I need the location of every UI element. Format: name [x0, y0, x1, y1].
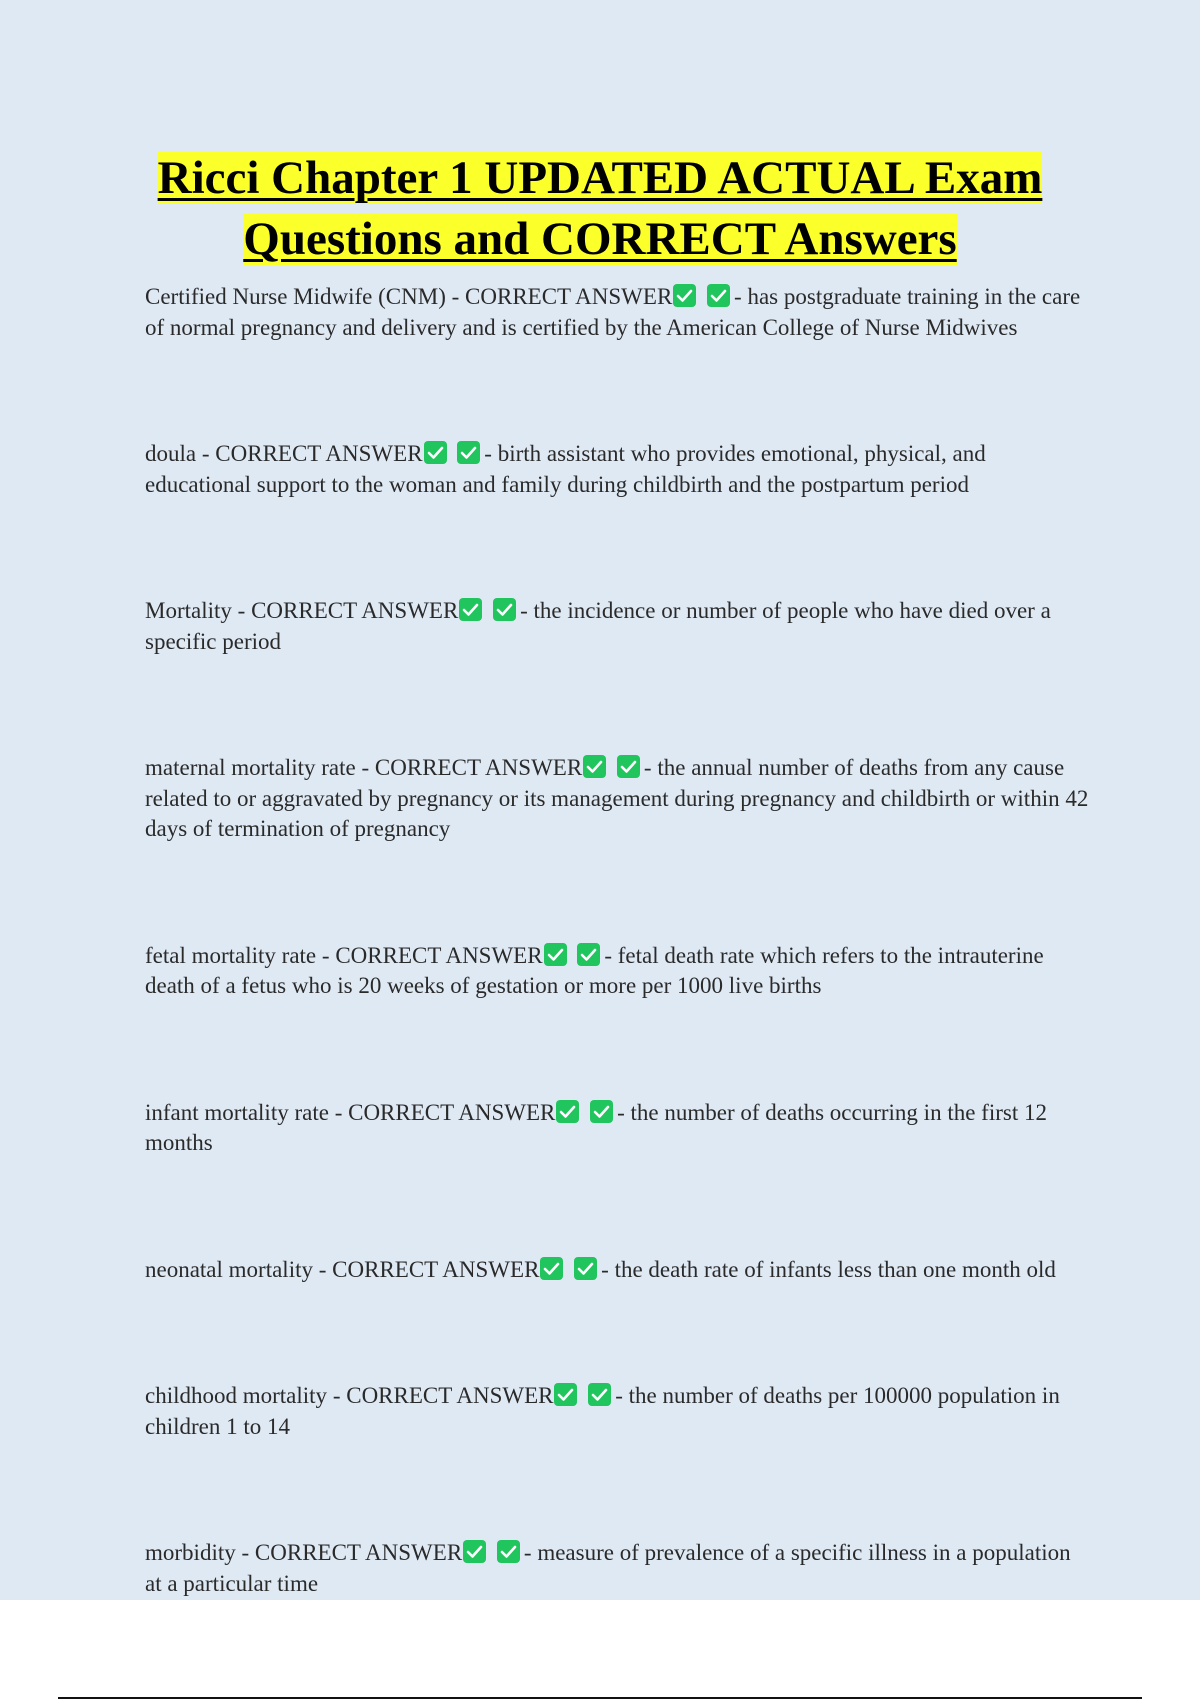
qa-entry: fetal mortality rate - CORRECT ANSWER - fetal death rate which refers to the intrauterine death of a fetus who is 20 weeks of gestation or more per 1000 live births: [145, 942, 1044, 998]
qa-entry: Certified Nurse Midwife (CNM) - CORRECT ANSWER - has postgraduate training in the care of normal pregnancy and delivery and is certified by the American College of Nurse Midwives: [145, 284, 1081, 340]
entry-definition: the death rate of infants less than one month old: [614, 1256, 1056, 1282]
document-title: [130, 148, 1070, 270]
qa-entry: maternal mortality rate - CORRECT ANSWER - the annual number of deaths from any cause related to or aggravated by pregnancy or its management during pregnancy and childbirth or within 42 days of termination of pregnancy: [145, 755, 1089, 841]
check-mark-button-icon: [617, 755, 640, 778]
check-mark-button-icon: [424, 441, 447, 464]
qa-entry: Mortality - CORRECT ANSWER - the incidence or number of people who have died over a specific period: [145, 598, 1051, 654]
check-mark-button-icon: [577, 943, 600, 966]
qa-entry: doula - CORRECT ANSWER - birth assistant who provides emotional, physical, and educational support to the woman and family during childbirth and the postpartum period: [145, 441, 986, 497]
check-mark-button-icon: [493, 598, 516, 621]
answer-marker: CORRECT ANSWER: [348, 1099, 556, 1125]
answer-marker: CORRECT ANSWER: [254, 1540, 463, 1565]
entry-term: fetal mortality rate: [145, 942, 317, 968]
answer-marker: CORRECT ANSWER: [215, 441, 423, 466]
qa-entry: childhood mortality - CORRECT ANSWER - the number of deaths per 100000 population in children 1 to 14: [145, 1383, 1060, 1439]
entry-definition: the incidence or number of people who have died over a specific period: [145, 598, 1051, 654]
check-mark-button-icon: [707, 284, 730, 307]
answer-marker: CORRECT ANSWER: [346, 1383, 554, 1408]
entry-term: Certified Nurse Midwife (CNM): [145, 284, 446, 309]
qa-list: [145, 282, 1091, 1599]
entry-term: doula: [145, 441, 197, 466]
check-mark-button-icon: [544, 943, 567, 966]
check-mark-button-icon: [590, 1100, 613, 1123]
check-mark-button-icon: [459, 598, 482, 621]
answer-marker: CORRECT ANSWER: [251, 598, 459, 623]
check-mark-button-icon: [463, 1540, 486, 1563]
check-mark-button-icon: [574, 1257, 597, 1280]
entry-definition: the annual number of deaths from any cause related to or aggravated by pregnancy or its management during pregnancy and childbirth or within 42 days of termination of pregnancy: [145, 755, 1089, 841]
entry-definition: the number of deaths per 100000 population in children 1 to 14: [145, 1383, 1060, 1439]
qa-entry: neonatal mortality - CORRECT ANSWER - the death rate of infants less than one month old: [145, 1256, 1056, 1282]
check-mark-button-icon: [556, 1100, 579, 1123]
check-mark-button-icon: [540, 1257, 563, 1280]
entry-term: Mortality: [145, 598, 232, 623]
footer-divider: [58, 1697, 1142, 1699]
entry-term: infant mortality rate: [145, 1099, 329, 1125]
title-line-1: Ricci Chapter 1 UPDATED ACTUAL Exam: [157, 152, 1043, 204]
check-mark-button-icon: [588, 1383, 611, 1406]
title-line-2: Questions and CORRECT Answers: [243, 213, 957, 265]
qa-entry: infant mortality rate - CORRECT ANSWER - the number of deaths occurring in the first 12 months: [145, 1099, 1047, 1155]
answer-marker: CORRECT ANSWER: [332, 1256, 540, 1282]
answer-marker: CORRECT ANSWER: [374, 755, 583, 780]
entry-term: neonatal mortality: [145, 1256, 313, 1282]
check-mark-button-icon: [497, 1540, 520, 1563]
check-mark-button-icon: [457, 441, 480, 464]
entry-definition: the number of deaths occurring in the first 12 months: [145, 1099, 1047, 1155]
check-mark-button-icon: [554, 1383, 577, 1406]
entry-definition: birth assistant who provides emotional, physical, and educational support to the woman and family during childbirth and the postpartum period: [145, 441, 986, 497]
entry-definition: fetal death rate which refers to the intrauterine death of a fetus who is 20 weeks of gestation or more per 1000 live births: [145, 942, 1044, 998]
answer-marker: CORRECT ANSWER: [465, 284, 673, 309]
entry-term: childhood mortality: [145, 1383, 328, 1408]
entry-term: morbidity: [145, 1540, 236, 1565]
entry-definition: measure of prevalence of a specific illness in a population at a particular time: [145, 1540, 1071, 1596]
qa-entry: morbidity - CORRECT ANSWER - measure of prevalence of a specific illness in a population at a particular time: [145, 1540, 1071, 1596]
answer-marker: CORRECT ANSWER: [335, 942, 543, 968]
check-mark-button-icon: [673, 284, 696, 307]
check-mark-button-icon: [583, 755, 606, 778]
entry-term: maternal mortality rate: [145, 755, 356, 780]
entry-definition: has postgraduate training in the care of normal pregnancy and delivery and is certified by the American College of Nurse Midwives: [145, 284, 1081, 340]
